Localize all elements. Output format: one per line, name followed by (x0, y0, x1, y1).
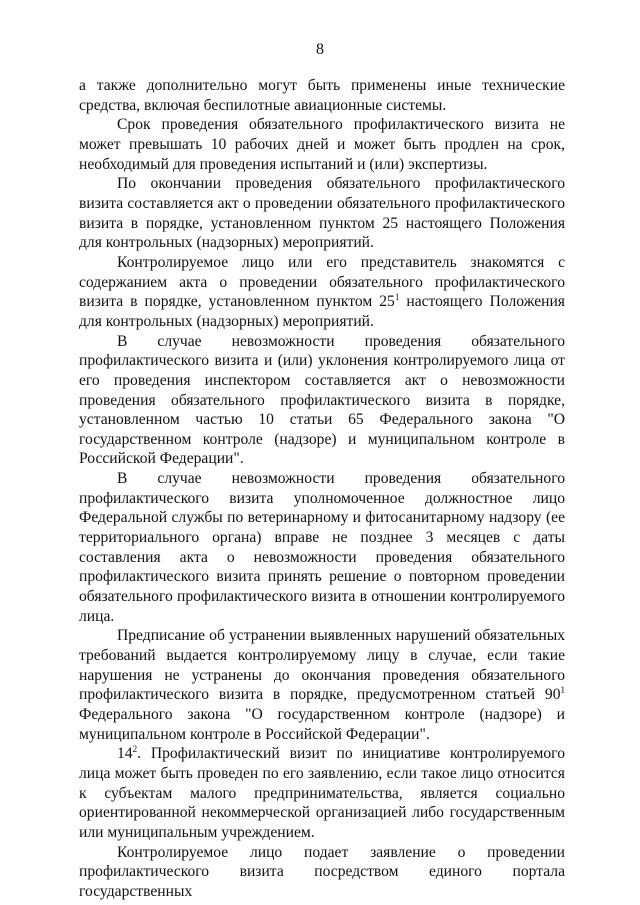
superscript-index: 1 (560, 685, 565, 696)
paragraph-technical-means: а также дополнительно могут быть применены иные технические средства, включая беспилотные авиационные системы. (79, 77, 565, 114)
paragraph-text-part: Предписание об устранении выявленных нарушений обязательных требований выдается контролируемому лицу в случае, если такие нарушения не устранены до окончания проведения обязательного профилактического визита в порядке, предусмотренном статьей 90 (79, 627, 565, 704)
paragraph-text-part: . Профилактический визит по инициативе контролируемого лица может быть проведен по его заявлению, если такое лицо относится к субъектам малого предпринимательства, является социально ориентированной некоммерческой организацией либо государственным или муниципальным учреждением. (79, 745, 565, 841)
paragraph-act-familiarization (79, 253, 565, 332)
paragraph-visit-act: По окончании проведения обязательного профилактического визита составляется акт о проведении обязательного профилактического визита в порядке, установленном пунктом 25 настоящего Положения для контрольных (надзорных) мероприятий. (79, 175, 565, 252)
superscript-index: 1 (394, 292, 400, 303)
paragraph-visit-duration: Срок проведения обязательного профилактического визита не может превышать 10 рабочих дней и может быть продлен на срок, необходимый для проведения испытаний и (или) экспертизы. (79, 116, 565, 173)
paragraph-text-part: Контролируемое лицо или его представитель знакомятся с содержанием акта о проведении обязательного профилактического визита в порядке, установленном пунктом 25 (79, 253, 565, 311)
paragraph-repeat-visit: В случае невозможности проведения обязательного профилактического визита уполномоченное должностное лицо Федеральной службы по ветеринарному и фитосанитарному надзору (ее территориального органа) вправе не позднее 3 месяцев с даты составления акта о невозможности проведения обязательного профилактического визита принять решение о повторном проведении обязательного профилактического визита в отношении контролируемого лица. (79, 470, 565, 625)
document-body (79, 76, 565, 902)
paragraph-impossibility-act: В случае невозможности проведения обязательного профилактического визита и (или) уклонения контролируемого лица от его проведения инспектором составляется акт о невозможности проведения обязательного профилактического визита в порядке, установленном частью 10 статьи 65 Федерального закона "О государственном контроле (надзоре) и муниципальном контроле в Российской Федерации". (79, 332, 565, 468)
superscript-index: 2 (132, 744, 138, 755)
paragraph-order-issuance (79, 626, 565, 744)
paragraph-text-part: настоящего Положения для контрольных (надзорных) мероприятий. (79, 293, 565, 330)
clause-number: 14 (117, 745, 133, 763)
paragraph-application-submission: Контролируемое лицо подает заявление о проведении профилактического визита посредством единого портала государственных (79, 843, 565, 900)
page-number: 8 (316, 41, 324, 58)
paragraph-text-part: Федерального закона "О государственном контроле (надзоре) и муниципальном контроле в Российской Федерации". (79, 706, 565, 743)
paragraph-clause-14-2 (79, 744, 565, 842)
